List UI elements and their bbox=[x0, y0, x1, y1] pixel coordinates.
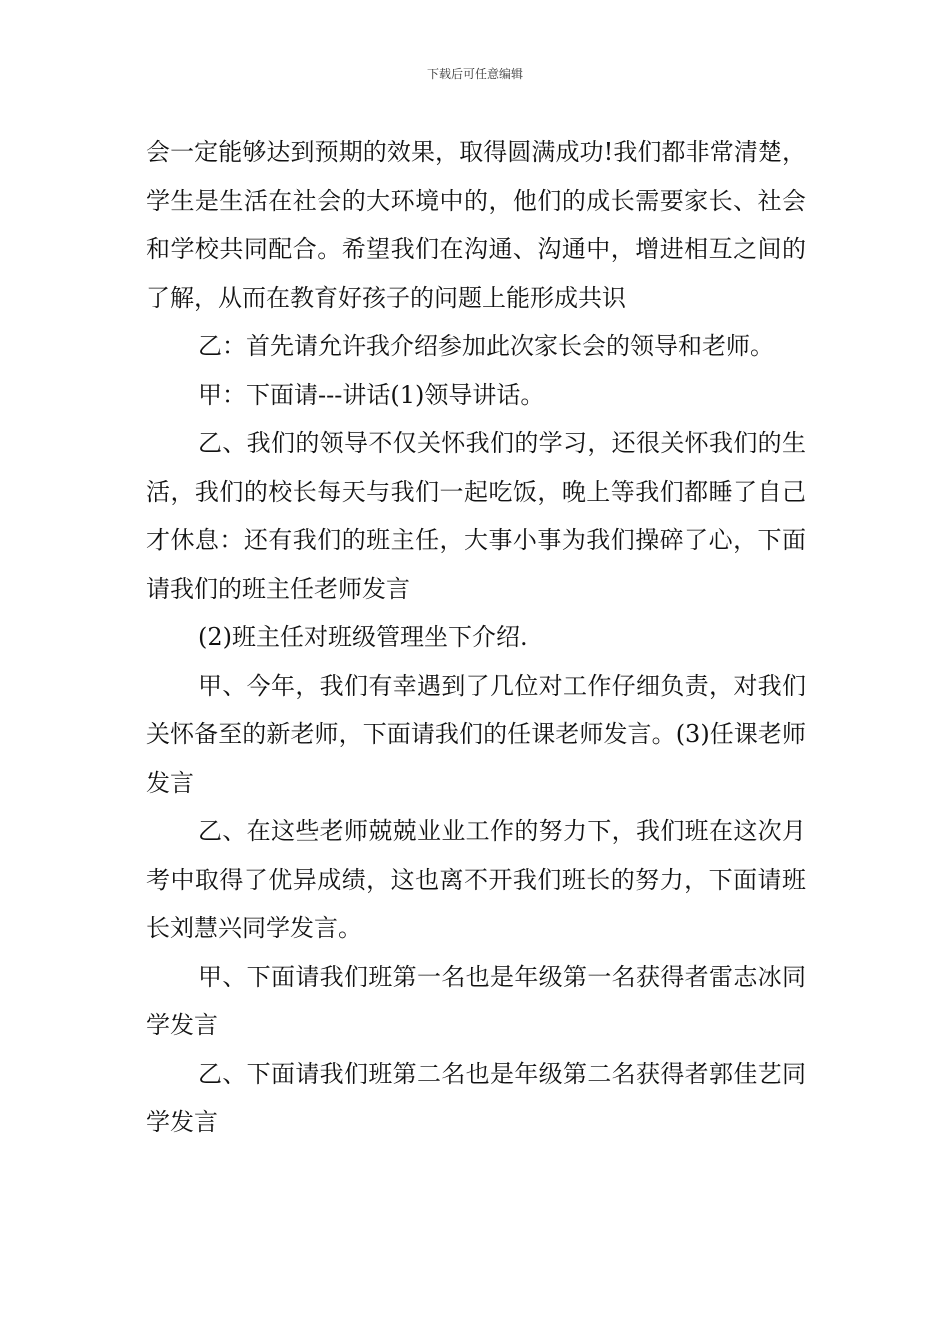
paragraph: 乙、在这些老师兢兢业业工作的努力下，我们班在这次月考中取得了优异成绩，这也离不开我们班长的努力，下面请班长刘慧兴同学发言。 bbox=[146, 817, 806, 942]
paragraph: (2)班主任对班级管理坐下介绍. bbox=[198, 623, 528, 651]
document-body bbox=[146, 128, 806, 1147]
paragraph: 乙、下面请我们班第二名也是年级第二名获得者郭佳艺同学发言 bbox=[146, 1059, 806, 1136]
paragraph: 甲、今年，我们有幸遇到了几位对工作仔细负责，对我们关怀备至的新老师，下面请我们的任课老师发言。(3)任课老师发言 bbox=[146, 671, 806, 797]
paragraph: 甲、下面请我们班第一名也是年级第一名获得者雷志冰同学发言 bbox=[146, 962, 806, 1039]
paragraph: 乙、我们的领导不仅关怀我们的学习，还很关怀我们的生活，我们的校长每天与我们一起吃饭，晚上等我们都睡了自己才休息：还有我们的班主任，大事小事为我们操碎了心，下面请我们的班主任老师发言 bbox=[146, 429, 806, 603]
header-note: 下载后可任意编辑 bbox=[426, 67, 523, 81]
paragraph: 乙：首先请允许我介绍参加此次家长会的领导和老师。 bbox=[198, 332, 774, 360]
paragraph-continued: 会一定能够达到预期的效果，取得圆满成功!我们都非常清楚，学生是生活在社会的大环境中的，他们的成长需要家长、社会和学校共同配合。希望我们在沟通、沟通中，增进相互之间的了解，从而在教育好孩子的问题上能形成共识 bbox=[146, 138, 806, 312]
paragraph: 甲：下面请---讲话(1)领导讲话。 bbox=[198, 380, 545, 409]
